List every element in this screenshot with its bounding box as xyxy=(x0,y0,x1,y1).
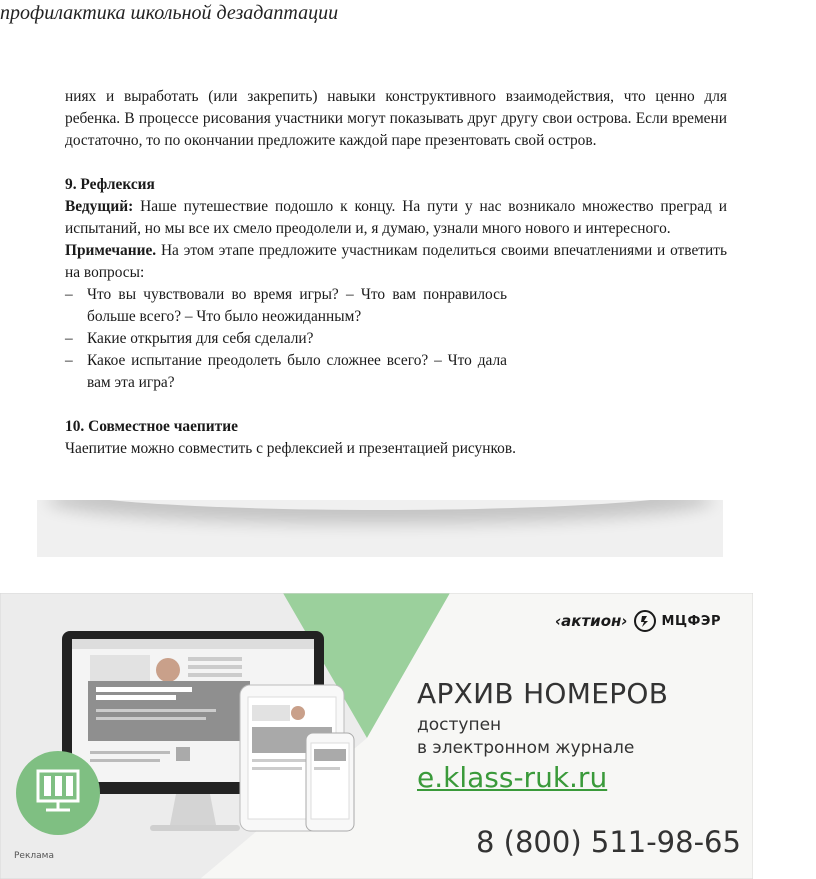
ad-headline: АРХИВ НОМЕРОВ xyxy=(417,677,669,710)
running-header: профилактика школьной дезадаптации xyxy=(0,2,339,24)
ad-subline-1: доступен xyxy=(417,715,502,735)
advertisement-banner[interactable] xyxy=(0,593,753,879)
question-list xyxy=(65,284,507,394)
section-10-text: Чаепитие можно совместить с рефлексией и презентацией рисунков. xyxy=(65,440,516,457)
leader-paragraph xyxy=(65,196,727,240)
note-paragraph xyxy=(65,240,727,284)
note-text: На этом этапе предложите участникам поделиться своими впечатлениями и ответить на вопросы: xyxy=(65,242,727,281)
list-item: – Что вы чувствовали во время игры? – Что вам понравилось больше всего? – Что было неожиданным? xyxy=(65,284,507,328)
article-body xyxy=(65,86,727,460)
section-10-title: 10. Совместное чаепитие xyxy=(65,418,238,435)
ad-label: Реклама xyxy=(14,851,54,861)
ad-phone-number: 8 (800) 511-98-65 xyxy=(476,825,741,859)
aktion-logo: ‹актион› xyxy=(555,612,628,630)
devices-illustration xyxy=(0,593,420,879)
ad-brand xyxy=(555,610,721,632)
list-item: – Какое испытание преодолеть было сложнее всего? – Что дала вам эта игра? xyxy=(65,350,507,394)
section-9-title: 9. Рефлексия xyxy=(65,176,155,193)
mcfer-logo: МЦФЭР xyxy=(661,613,722,629)
aktion-logo-icon xyxy=(634,610,656,632)
leader-text: Наше путешествие подошло к концу. На пути у нас возникало множество преград и испытаний, но мы все их смело преодолели и, я думаю, узнали много нового и интересного. xyxy=(65,198,727,237)
list-item: – Какие открытия для себя сделали? xyxy=(65,328,507,350)
intro-paragraph: ниях и выработать (или закрепить) навыки конструктивного взаимодействия, что ценно для ребенка. В процессе рисования участники могут показывать друг другу свои острова. Если времени достаточно, то по окончании предложите каждой паре презентовать свой остров. xyxy=(65,88,727,149)
leader-label: Ведущий: xyxy=(65,198,134,215)
note-label: Примечание. xyxy=(65,242,157,259)
ad-website-link[interactable]: e.klass-ruk.ru xyxy=(417,761,608,794)
ad-subline-2: в электронном журнале xyxy=(417,738,635,758)
shadow-divider xyxy=(37,500,723,557)
